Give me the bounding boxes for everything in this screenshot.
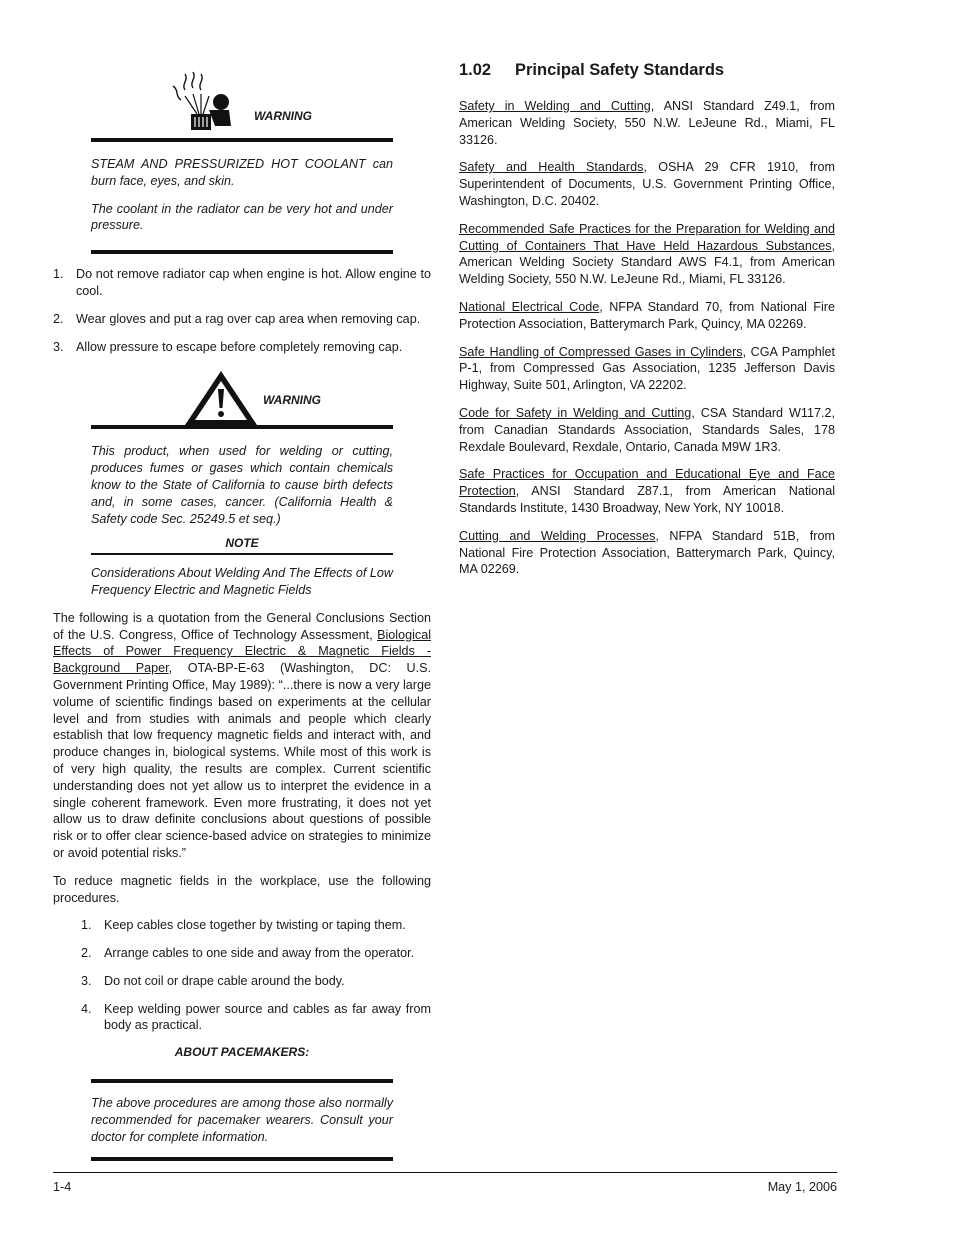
note-text: Considerations About Welding And The Effects of Low Frequency Electric and Magnetic Fields (91, 566, 393, 597)
footer-rule (53, 1172, 837, 1173)
divider (91, 250, 393, 254)
list-item: 4. Keep welding power source and cables as far away from body as practical. (81, 1001, 431, 1033)
california-warning-box (91, 369, 393, 598)
quotation-paragraph: The following is a quotation from the General Conclusions Section of the U.S. Congress, Office of Technology Assessment, Biological Effects of Power Frequency Electric & Magnetic Fields - Background Paper, OTA-BP-E-63 (Washington, DC: U.S. Government Printing Office, May 1989): “...there is now a very large volume of scientific findings based on experiments at the cellular level and from studies with animals and people which clearly establish that low frequency magnetic fields and interact with, and produce changes in, biological systems. While most of this work is of very high quality, the results are complex. Current scientific understanding does not yet allow us to interpret the evidence in a single coherent framework. Even more frustrating, it does not yet allow us to draw definite conclusions about questions of possible risk or to offer clear science-based advice on strategies to minimize or avoid potential risks.” (53, 610, 431, 860)
right-column (459, 60, 835, 589)
pacemakers-text: The above procedures are among those also normally recommended for pacemaker wearers. Consult your doctor for complete information. (91, 1096, 393, 1144)
reduce-intro: To reduce magnetic fields in the workplace, use the following procedures. (53, 873, 431, 905)
warning-text: The coolant in the radiator can be very hot and under pressure. (91, 201, 393, 233)
paper-title: Biological Effects of Power Frequency Electric & Magnetic Fields - Background Paper (53, 627, 431, 676)
standard-item: Cutting and Welding Processes, NFPA Standard 51B, from National Fire Protection Association, Batterymarch Park, Quincy, MA 02269. (459, 528, 835, 577)
steam-hazard-icon (171, 70, 235, 134)
standards-list (459, 98, 835, 578)
footer-date: May 1, 2006 (767, 1180, 837, 1194)
divider (91, 1079, 393, 1083)
list-item: 3. Allow pressure to escape before completely removing cap. (53, 339, 403, 354)
list-item: 2. Wear gloves and put a rag over cap area when removing cap. (53, 311, 421, 326)
steam-warning-box (91, 60, 393, 254)
list-item: 2. Arrange cables to one side and away from the operator. (81, 946, 415, 961)
reduce-steps-list (81, 917, 431, 1034)
pacemakers-label: ABOUT PACEMAKERS: (174, 1045, 310, 1060)
left-column (53, 60, 431, 1161)
standard-item: Safe Handling of Compressed Gases in Cylinders, CGA Pamphlet P-1, from Compressed Gas Association, 1235 Jefferson Davis Highway, Suite 501, Arlington, VA 22202. (459, 344, 835, 393)
standard-item: Safety in Welding and Cutting, ANSI Standard Z49.1, from American Welding Society, 550 N.W. LeJeune Rd., Miami, FL 33126. (459, 99, 836, 147)
steam-warning-header (91, 60, 393, 138)
warning-label: WARNING (263, 393, 321, 408)
standard-item: Safety and Health Standards, OSHA 29 CFR 1910, from Superintendent of Documents, U.S. Government Printing Office, Washington, D.C. 20402. (459, 160, 835, 208)
standard-item: Safe Practices for Occupation and Educational Eye and Face Protection, ANSI Standard Z87.1, from American National Standards Institute, 1430 Broadway, New York, NY 10018. (459, 467, 835, 515)
warning-label: WARNING (254, 109, 312, 123)
warning-text: STEAM AND PRESSURIZED HOT COOLANT can burn face, eyes, and skin. (91, 157, 393, 188)
divider (91, 553, 393, 555)
section-heading: 1.02 Principal Safety Standards (459, 61, 725, 79)
pacemakers-box (91, 1079, 393, 1161)
warning-text: This product, when used for welding or cutting, produces fumes or gases which contain chemicals know to the State of California to cause birth defects and, in some cases, cancer. (California Health & Safety code Sec. 25249.5 et seq.) (91, 444, 393, 526)
california-warning-header (91, 369, 393, 425)
divider (91, 138, 393, 142)
coolant-steps-list (53, 266, 431, 355)
list-item: 1. Do not remove radiator cap when engine is hot. Allow engine to cool. (53, 267, 431, 298)
standard-item: Code for Safety in Welding and Cutting, CSA Standard W117.2, from Canadian Standards Association, Standards Sales, 178 Rexdale Boulevard, Rexdale, Ontario, Canada M9W 1R3. (459, 405, 835, 454)
note-label: NOTE (225, 536, 259, 551)
list-item: 3. Do not coil or drape cable around the body. (81, 973, 345, 988)
standard-item: Recommended Safe Practices for the Preparation for Welding and Cutting of Containers That Have Held Hazardous Substances, American Welding Society Standard AWS F4.1, from American Welding Society, 550 N.W. LeJeune Rd., Miami, FL 33126. (459, 221, 835, 287)
warning-triangle-icon (183, 369, 259, 427)
list-item: 1. Keep cables close together by twisting or taping them. (81, 918, 406, 933)
divider (91, 1157, 393, 1161)
page-number: 1-4 (53, 1180, 72, 1194)
standard-item: National Electrical Code, NFPA Standard 70, from National Fire Protection Association, Batterymarch Park, Quincy, MA 02269. (459, 299, 835, 331)
